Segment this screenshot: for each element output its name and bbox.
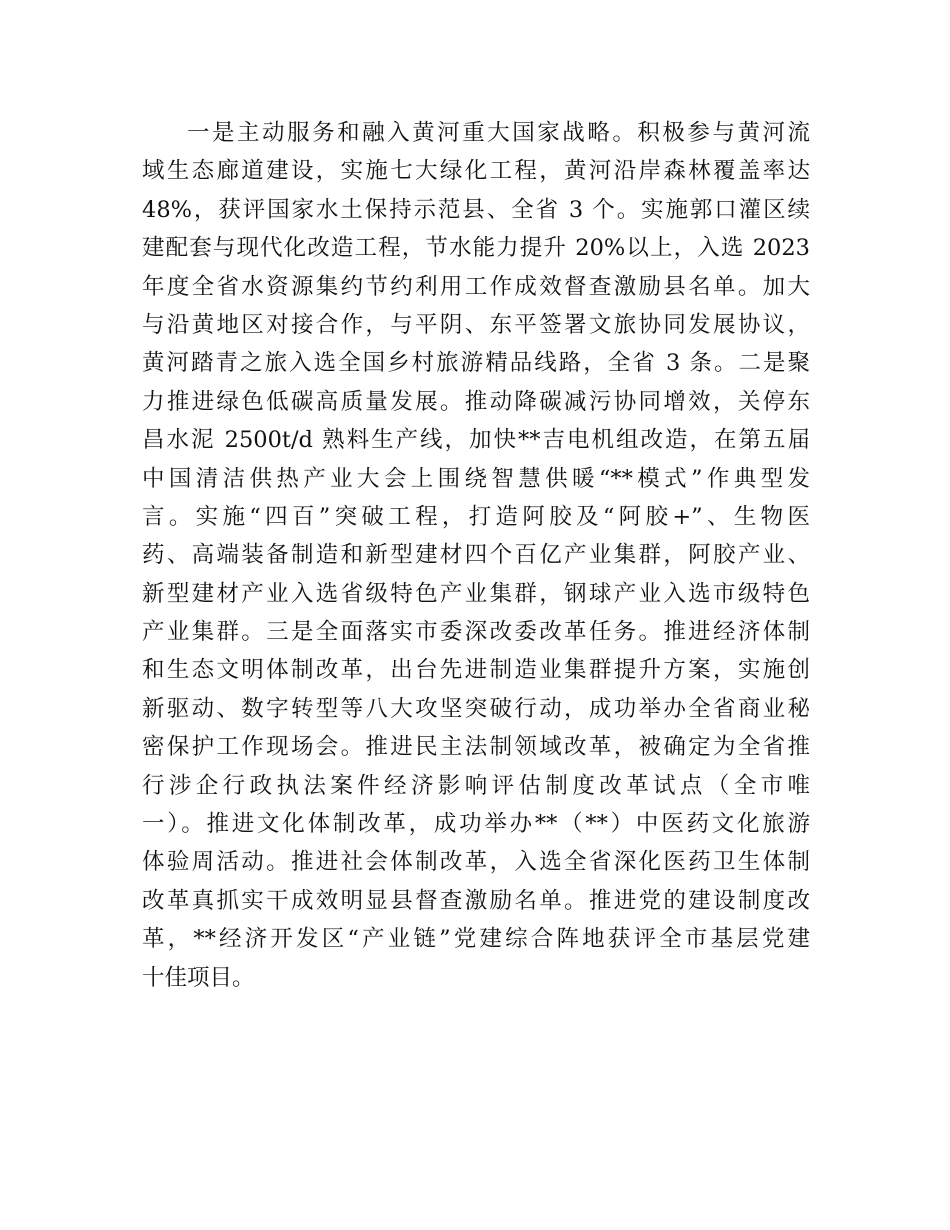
paragraph-line: 建配套与现代化改造工程，节水能力提升 20%以上，入选 2023 xyxy=(142,235,810,262)
paragraph-line: 黄河踏青之旅入选全国乡村旅游精品线路，全省 3 条。二是聚 xyxy=(142,350,810,377)
paragraph-line: 新型建材产业入选省级特色产业集群，钢球产业入选市级特色 xyxy=(142,580,810,607)
paragraph-line: 革，**经济开发区“产业链”党建综合阵地获评全市基层党建 xyxy=(142,926,810,953)
paragraph-line: 药、高端装备制造和新型建材四个百亿产业集群，阿胶产业、 xyxy=(142,542,810,569)
paragraph-line: 改革真抓实干成效明显县督查激励名单。推进党的建设制度改 xyxy=(142,887,810,914)
paragraph-line: 中国清洁供热产业大会上围绕智慧供暖“**模式”作典型发 xyxy=(142,465,810,492)
paragraph-line: 新驱动、数字转型等八大攻坚突破行动，成功举办全省商业秘 xyxy=(142,695,810,722)
paragraph-line: 年度全省水资源集约节约利用工作成效督查激励县名单。加大 xyxy=(142,273,810,300)
paragraph-line: 域生态廊道建设，实施七大绿化工程，黄河沿岸森林覆盖率达 xyxy=(142,158,810,185)
paragraph-line: 和生态文明体制改革，出台先进制造业集群提升方案，实施创 xyxy=(142,657,810,684)
paragraph-line: 昌水泥 2500t/d 熟料生产线，加快**吉电机组改造，在第五届 xyxy=(142,427,810,454)
paragraph-line: 与沿黄地区对接合作，与平阴、东平签署文旅协同发展协议， xyxy=(142,311,810,338)
paragraph-line: 密保护工作现场会。推进民主法制领域改革，被确定为全省推 xyxy=(142,734,810,761)
paragraph-line: 体验周活动。推进社会体制改革，入选全省深化医药卫生体制 xyxy=(142,849,810,876)
paragraph-line: 一）。推进文化体制改革，成功举办**（**）中医药文化旅游 xyxy=(142,811,810,838)
paragraph-line: 力推进绿色低碳高质量发展。推动降碳减污协同增效，关停东 xyxy=(142,388,810,415)
paragraph-line: 言。实施“四百”突破工程，打造阿胶及“阿胶+”、生物医 xyxy=(142,503,810,530)
paragraph-line: 行涉企行政执法案件经济影响评估制度改革试点（全市唯 xyxy=(142,772,810,799)
paragraph-line: 48%，获评国家水土保持示范县、全省 3 个。实施郭口灌区续 xyxy=(142,196,810,223)
body-paragraph xyxy=(142,114,810,997)
paragraph-line: 一是主动服务和融入黄河重大国家战略。积极参与黄河流 xyxy=(187,120,810,146)
paragraph-line: 十佳项目。 xyxy=(142,964,255,991)
paragraph-line: 产业集群。三是全面落实市委深改委改革任务。推进经济体制 xyxy=(142,619,810,646)
